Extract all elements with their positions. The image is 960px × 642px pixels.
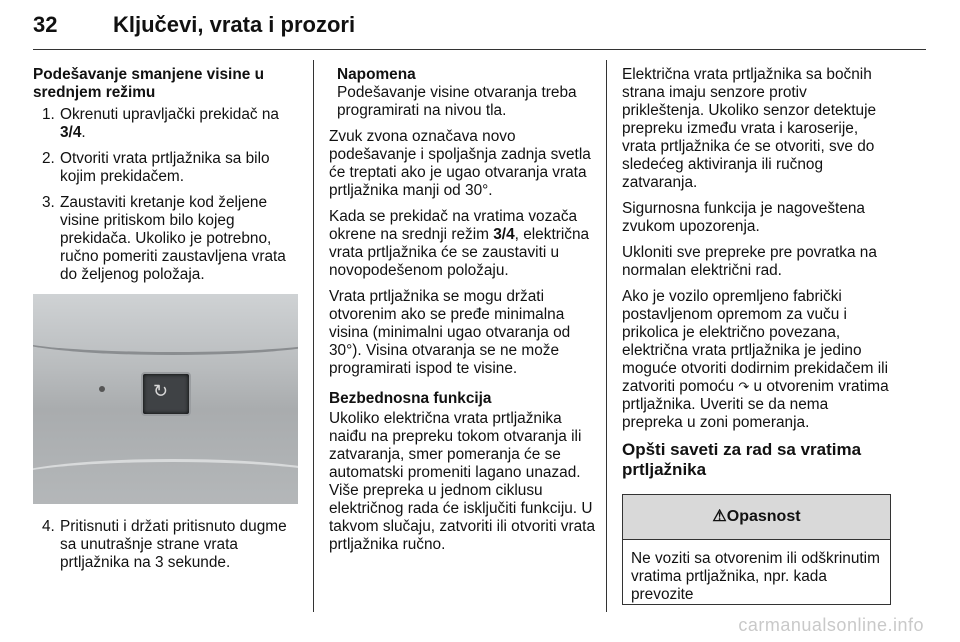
column-1: [33, 66, 301, 580]
list-item: 3. Zaustaviti kretanje kod željene visine pritiskom bilo kojeg prekidača. Ukoliko je potrebno, ručno pomeriti zaustavljena vrata do željenog položaja.: [42, 194, 286, 283]
tailgate-switch-photo: [33, 294, 298, 504]
chapter-title: Ključevi, vrata i prozori: [113, 12, 356, 37]
column-2: [329, 66, 597, 562]
paragraph: Kada se prekidač na vratima vozača okrene na srednji režim 3/4, električna vrata prtljažnika će se zaustaviti u novopodešenom položaju.: [329, 208, 590, 279]
warning-header: ⚠Opasnost: [623, 495, 890, 540]
section-heading: Podešavanje smanjene visine u srednjem režimu: [33, 66, 264, 101]
paragraph: Ukloniti sve prepreke pre povratka na normalan električni rad.: [622, 244, 877, 279]
paragraph: Zvuk zvona označava novo podešavanje i spoljašnja zadnja svetla će treptati ako je ugao otvaranja vrata prtljažnika manji od 30°.: [329, 128, 591, 199]
list-item: 2. Otvoriti vrata prtljažnika sa bilo kojim prekidačem.: [42, 150, 270, 185]
tailgate-close-icon: ↷: [738, 379, 750, 394]
warning-box: [622, 494, 891, 605]
paragraph: Električna vrata prtljažnika sa bočnih strana imaju senzore protiv prikleštenja. Ukoliko senzor detektuje prepreku između vrata i karoserije, vrata prtljažnika će se otvoriti, sve do sledećeg aktiviranja ili ručnog zatvaranja.: [622, 66, 877, 191]
section-heading: Bezbednosna funkcija: [329, 390, 492, 407]
paragraph: Ako je vozilo opremljeno fabrički postavljenom opremom za vuču i prikolica je električno povezana, električna vrata prtljažnika je jedino moguće otvoriti dodirnim prekidačem ili zatvoriti pomoću ↷ u otvorenim vratima prtljažnika. Uveriti se da nema prepreka u zoni pomeranja.: [622, 288, 889, 431]
warning-triangle-icon: ⚠: [712, 508, 727, 525]
column-divider: [606, 60, 607, 612]
section-title: Opšti saveti za rad sa vratima prtljažnika: [622, 440, 862, 479]
page-header: [33, 10, 928, 40]
tailgate-switch-icon: ↻: [141, 372, 191, 416]
note-text: Podešavanje visine otvaranja treba programirati na nivou tla.: [337, 84, 577, 119]
indicator-dot: [99, 386, 105, 392]
list-item: 4. Pritisnuti i držati pritisnuto dugme sa unutrašnje strane vrata prtljažnika na 3 sekunde.: [42, 518, 287, 571]
paragraph: Ukoliko električna vrata prtljažnika naiđu na prepreku tokom otvaranja ili zatvaranja, smer pomeranja će se automatski promeniti lagano unazad. Više prepreka u jednom ciklusu električnog rada će isključiti funkciju. U takvom slučaju, zatvoriti ili otvoriti vrata prtljažnika ručno.: [329, 410, 595, 553]
watermark: carmanualsonline.info: [738, 615, 924, 635]
page-number: 32: [33, 12, 58, 37]
warning-text: Ne voziti sa otvorenim ili odškrinutim vratima prtljažnika, npr. kada prevozite: [631, 550, 880, 603]
note-title: Napomena: [337, 66, 416, 83]
column-divider: [313, 60, 314, 612]
paragraph: Vrata prtljažnika se mogu držati otvorenim ako se pređe minimalna visina (minimalni ugao otvaranja od 30°). Visina otvaranja se ne može programirati ispod te visine.: [329, 288, 571, 377]
note-box: [337, 66, 597, 120]
list-item: 1. Okrenuti upravljački prekidač na 3/4.: [42, 106, 279, 141]
header-rule: [33, 49, 926, 50]
paragraph: Sigurnosna funkcija je nagoveštena zvukom upozorenja.: [622, 200, 865, 235]
column-3: [622, 66, 890, 605]
